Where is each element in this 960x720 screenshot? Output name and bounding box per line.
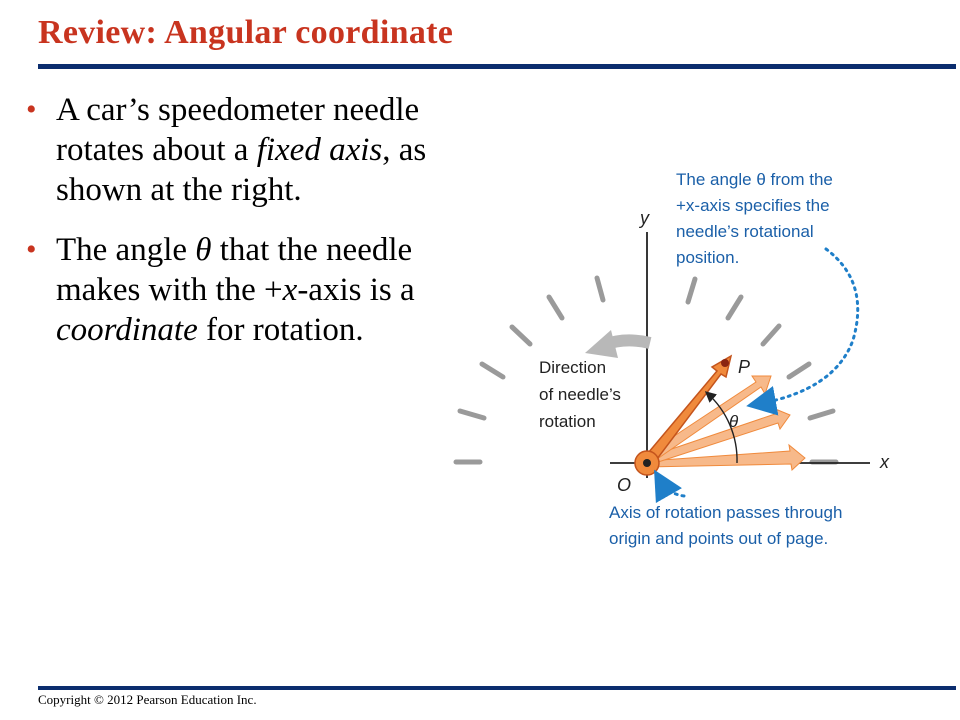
origin-dot (643, 459, 651, 467)
tick-mark (688, 279, 695, 302)
point-p-dot (721, 359, 729, 367)
tick-mark (763, 326, 779, 344)
point-p-label: P (738, 357, 751, 377)
speedometer-ticks (456, 278, 836, 462)
callout-line: Axis of rotation passes through (609, 503, 843, 522)
tick-mark (789, 364, 809, 377)
callout-line: +x-axis specifies the (676, 196, 830, 215)
callout-line: origin and points out of page. (609, 529, 829, 548)
tick-mark (728, 297, 741, 318)
callout-line: position. (676, 248, 740, 267)
callout-line: Direction (539, 358, 607, 377)
slide-title: Review: Angular coordinate (38, 14, 454, 51)
callout-line: needle’s rotational (676, 222, 814, 241)
callout-line: The angle θ from the (676, 170, 833, 189)
callout-line: of needle’s (539, 385, 621, 404)
bullet-dot-icon: • (26, 93, 37, 126)
x-axis-label: x (880, 452, 889, 472)
tick-mark (482, 364, 503, 377)
bullet-text: A car’s speedometer needle rotates about a fixed axis, as shown at the right. (56, 92, 427, 208)
tick-mark (460, 411, 484, 418)
angle-callout (676, 170, 833, 267)
tick-mark (597, 278, 603, 300)
angle-callout-pointer (758, 249, 858, 404)
theta-label: θ (729, 412, 739, 431)
tick-mark (512, 327, 530, 344)
direction-callout (539, 358, 621, 431)
footer-divider (38, 686, 956, 690)
rotation-arrowhead-icon (585, 330, 618, 358)
faded-needles (644, 376, 805, 470)
bullet-dot-icon: • (26, 233, 37, 266)
tick-mark (810, 411, 833, 418)
y-axis-label: y (640, 208, 649, 228)
tick-mark (549, 297, 562, 318)
axis-callout-pointer (660, 480, 684, 496)
origin-label: O (617, 475, 632, 495)
bullet-text: The angle θ that the needle makes with the +x-axis is a coordinate for rotation. (56, 232, 415, 348)
axis-callout (609, 503, 842, 548)
copyright-text: Copyright © 2012 Pearson Education Inc. (38, 692, 257, 707)
callout-line: rotation (539, 412, 596, 431)
